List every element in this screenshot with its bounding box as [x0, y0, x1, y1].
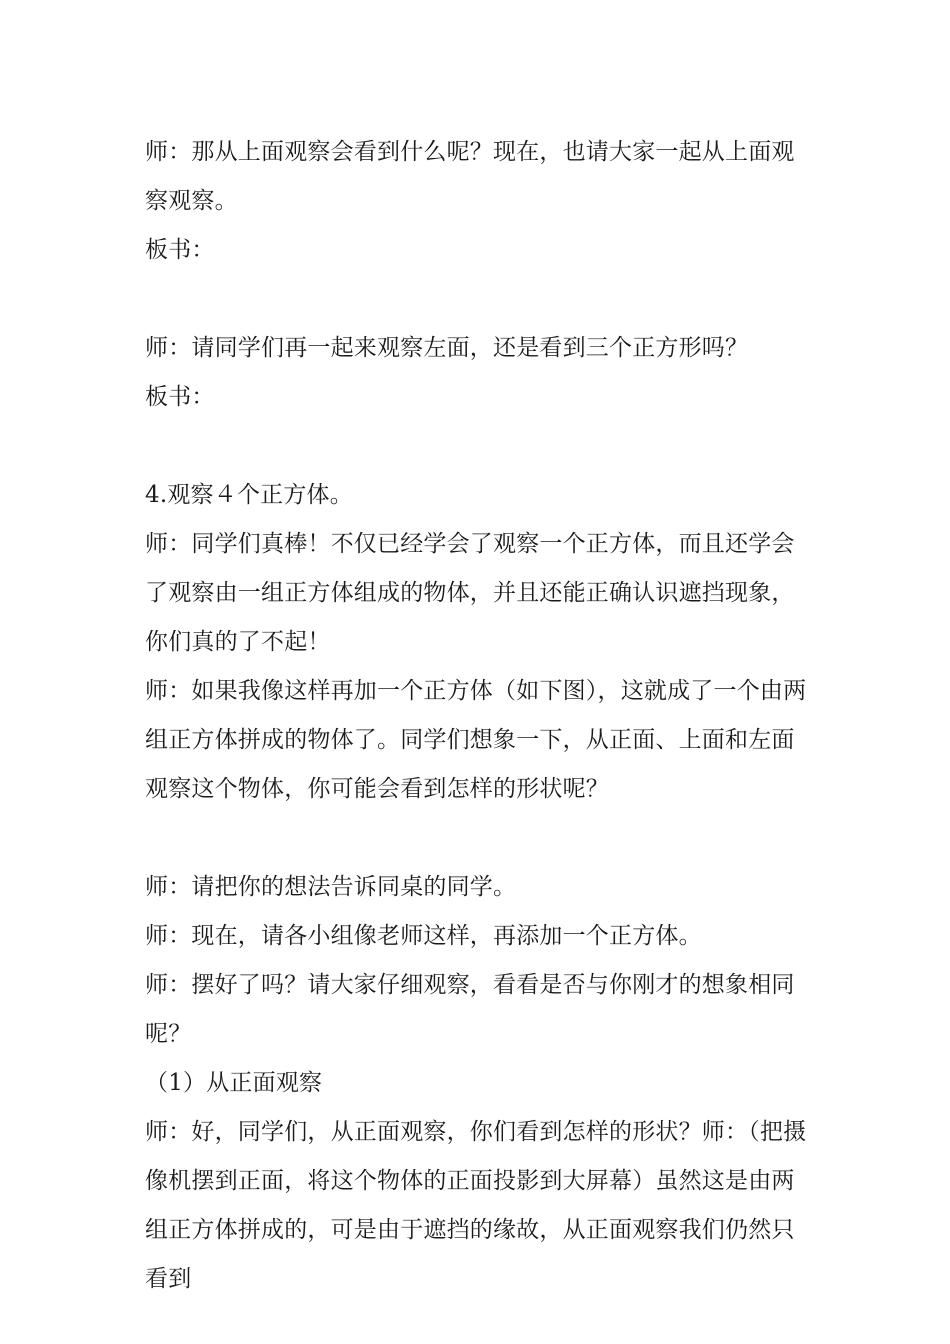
paragraph-front-view-explanation: 师：好，同学们，从正面观察，你们看到怎样的形状？师：（把摄像机摆到正面，将这个物体的正面投影到大屏幕）虽然这是由两组正方体拼成的，可是由于遮挡的缘故，从正面观察我们仍然只看到 [145, 1119, 807, 1292]
paragraph-tell-deskmate: 师：请把你的想法告诉同桌的同学。 [145, 874, 517, 900]
paragraph-praise: 师：同学们真棒！不仅已经学会了观察一个正方体，而且还学会了观察由一组正方体组成的物体，并且还能正确认识遮挡现象，你们真的了不起！ [145, 531, 795, 655]
blank-space [145, 275, 810, 324]
paragraph-add-cube: 师：如果我像这样再加一个正方体（如下图），这就成了一个由两组正方体拼成的物体了。同学们想象一下，从正面、上面和左面观察这个物体，你可能会看到怎样的形状呢？ [145, 678, 807, 802]
paragraph-top-view-question: 师：那从上面观察会看到什么呢？现在，也请大家一起从上面观察观察。 [145, 139, 795, 214]
paragraph-check-imagination: 师：摆好了吗？请大家仔细观察，看看是否与你刚才的想象相同呢？ [145, 972, 795, 1047]
blank-space [145, 814, 810, 863]
document-body [145, 128, 810, 1304]
paragraph-board-note-1: 板书： [145, 237, 215, 263]
paragraph-board-note-2: 板书： [145, 384, 215, 410]
subheading-front-view: （1）从正面观察 [145, 1070, 323, 1096]
paragraph-group-task: 师：现在，请各小组像老师这样，再添加一个正方体。 [145, 923, 702, 949]
section-heading-four-cubes: 4.观察４个正方体。 [145, 482, 353, 508]
blank-space [145, 422, 810, 471]
paragraph-left-view-question: 师：请同学们再一起来观察左面，还是看到三个正方形吗？ [145, 335, 749, 361]
